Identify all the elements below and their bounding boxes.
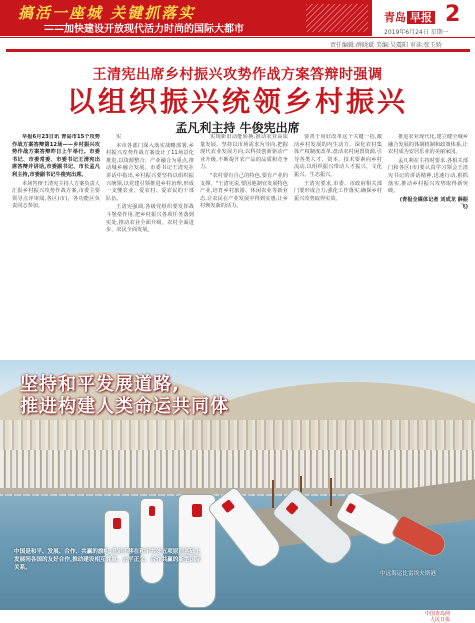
banner-title: 搞活一座城 关键抓落实	[18, 4, 196, 22]
masthead-banner	[0, 0, 372, 36]
photo-caption: 中国是和平、发展、合作、共赢的旗帜,坚定不移在和平共处五项原则基础上发展同各国的友好合作,推动建设相互尊重、公平正义、合作共赢的新型国际关系。	[14, 549, 201, 571]
page-number: 2	[445, 2, 461, 27]
footer-line: 中国青岛网	[425, 611, 451, 617]
dateline: 2019年6月24日 星期一	[384, 29, 449, 36]
footer-logos	[425, 611, 450, 623]
header-rule	[0, 37, 475, 38]
article-paragraph: 早报6月23日讯 青岛市15个攻势作战方案答辩第12场——乡村振兴攻势作战方案答辩昨日上午举行。市委书记、市委常委、市委书记王清宪出席答辩并讲话,市委副书记、市长孟凡利主持,市委副书记牛俊宪出席。	[12, 134, 100, 178]
article-paragraph: 实	[116, 134, 122, 140]
article-paragraph: 王清宪要求,市委、市政府相关部门要形成合力,强化工作落实,确保乡村振兴攻势取得实效。	[294, 180, 382, 202]
newspaper-logo	[384, 9, 435, 25]
article-paragraph: 本市各部门深入落实战略部署,乡村振兴攻势作战方案设计了11场景化推进,以资源整合、产业融合为重点,推动城乡融合发展。市委书记王清宪在讲话中指出,乡村振兴要坚持以组织振兴统领,以党建引领推进乡村治理,形成一支懂农业、爱农村、爱农民的干部队伍。	[106, 142, 194, 202]
photo-title-line-2: 推进构建人类命运共同体	[20, 396, 229, 417]
article-paragraph: 推进农业现代化,建立健全城乡融合发展的体制机制和政策体系,让农村成为安居乐业的美丽家园。	[388, 134, 468, 156]
photo-crane	[272, 480, 274, 508]
article-column-1	[12, 134, 100, 322]
photo-title-line-1: 坚持和平发展道路,	[20, 374, 180, 395]
editor-credits: 责任编辑:薛晓斌 美编:吴震阳 审读:张玉娇	[330, 42, 442, 49]
banner-pattern	[306, 4, 368, 32]
logo-badge: 早报	[407, 11, 435, 24]
photo-cityscape	[0, 450, 475, 490]
feature-photo	[0, 360, 475, 610]
article-paragraph: 本场答辩王清宪主持人方案负责人汇报乡村振兴攻势作战方案,市委主要领导点评审阅,各区(市)、各功能区负责同志参加。	[12, 180, 100, 210]
article-column-3	[200, 134, 288, 358]
article-signature: (青报全媒体记者 刘成龙 薛振飞)	[399, 196, 468, 211]
article-paragraph: 王清宪强调,各级党组织要发挥战斗堡垒作用,把乡村振兴各项任务落到实处,推动农业全面升级、农村全面进步、农民全面发展。	[106, 204, 194, 234]
article-paragraph: "农村要有自己的特色,要有产业的支撑。"王清宪说,要因地制宜发展特色产业,培育乡村旅游、休闲农业等新业态,让农民在产业发展中得到实惠,让乡村焕发新的活力。	[200, 172, 288, 210]
article-paragraph: 实现新旧动能转换,推动农业高质量发展。坚持以市场需求为导向,把握现代农业发展方向,以科技创新驱动产业升级,不断提升农产品的品质和竞争力。	[200, 134, 288, 171]
logo-text: 青岛	[384, 11, 406, 24]
article-column-4	[294, 134, 382, 358]
main-headline: 以组织振兴统领乡村振兴	[66, 85, 408, 118]
photo-crane	[330, 478, 332, 506]
article-paragraph: 要善于用好改革这个关键一招,激活乡村发展的内生动力。深化农村集体产权制度改革,盘活农村闲置资源,引导各类人才、资本、技术要素向乡村流动,以组织振兴带动人才振兴、文化振兴、生态振兴。	[294, 134, 382, 178]
banner-subtitle: ——加快建设开放现代活力时尚的国际大都市	[44, 24, 244, 35]
section-divider	[6, 49, 470, 52]
sub-headline: 孟凡利主持 牛俊宪出席	[175, 121, 300, 135]
photo-credit: 中远海运比雷埃夫斯港	[380, 571, 436, 577]
article-column-2	[106, 134, 194, 358]
article-column-5	[388, 134, 468, 358]
article-paragraph: 孟凡利在主持时要求,各相关部门和各区(市)要认真学习领会王清宪书记的讲话精神,迅速行动,狠抓落实,推动乡村振兴攻势取得新突破。	[388, 157, 468, 195]
kicker-headline: 王清宪出席乡村振兴攻势作战方案答辩时强调	[92, 67, 383, 83]
footer-line: 人民日报	[430, 617, 451, 623]
